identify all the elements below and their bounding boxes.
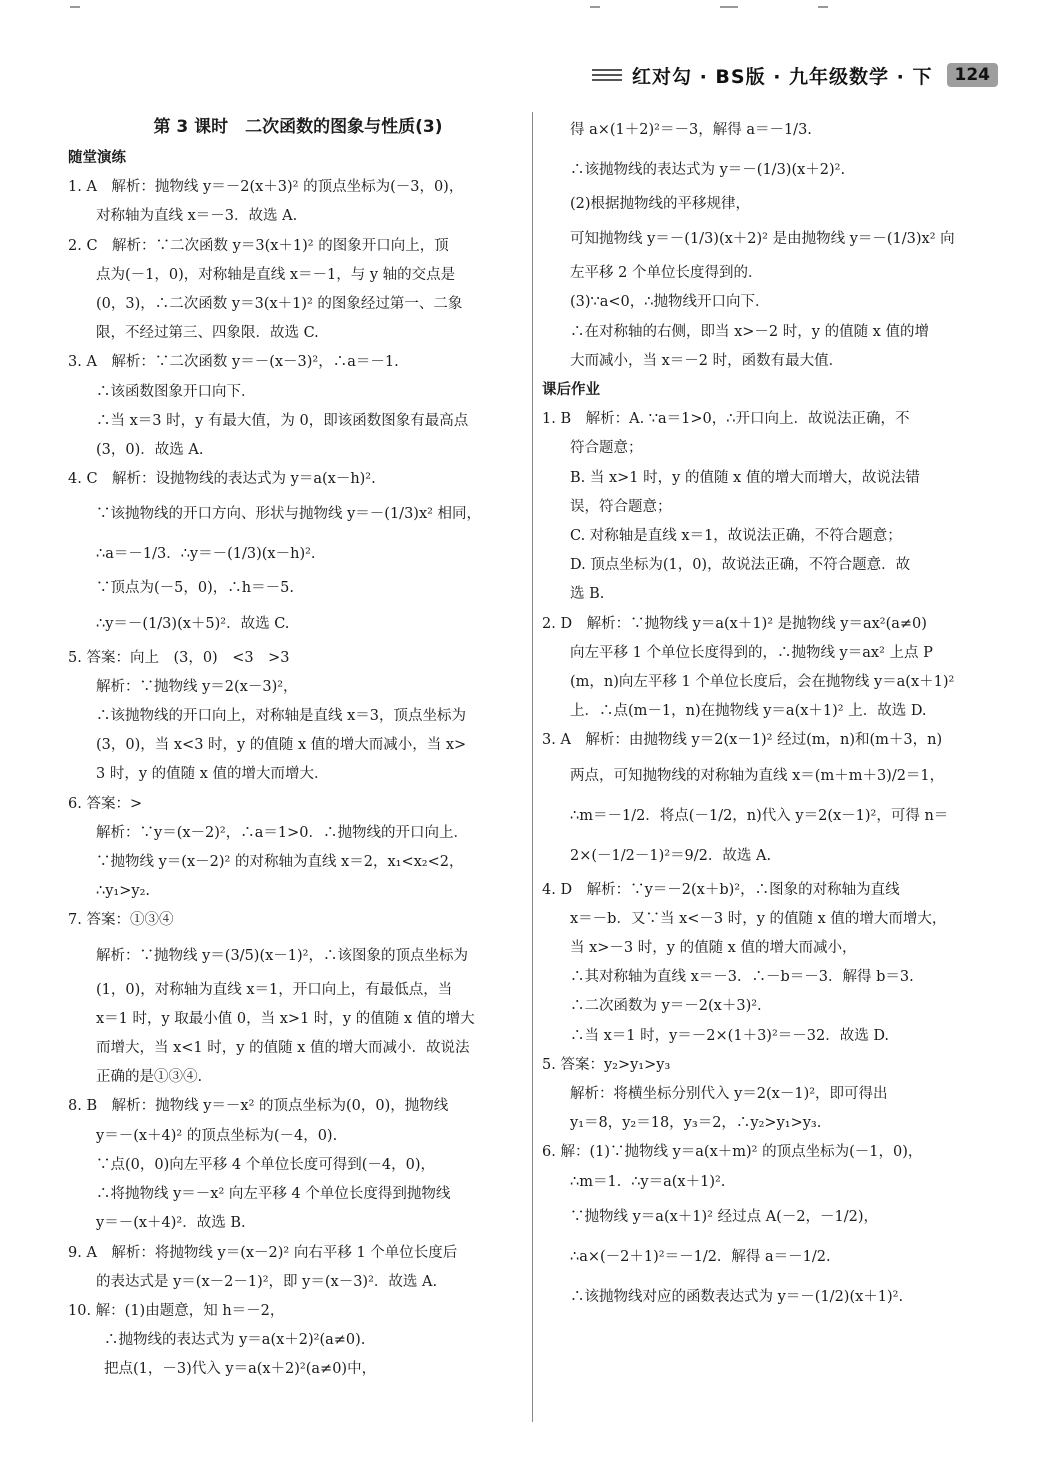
answer-line: 正确的是①③④. bbox=[96, 1069, 203, 1086]
answer-line: 选 B. bbox=[570, 586, 605, 603]
answer-line: ∴二次函数为 y＝－2(x＋3)². bbox=[570, 998, 762, 1015]
header-decoration-icon bbox=[592, 66, 622, 84]
answer-line: ∴当 x＝1 时，y＝－2×(1＋3)²＝－32．故选 D. bbox=[570, 1027, 890, 1044]
answer-line: 1. B 解析：A. ∵a＝1>0，∴开口向上．故说法正确，不 bbox=[542, 411, 910, 428]
answer-line: 8. B 解析：抛物线 y＝－x² 的顶点坐标为(0，0)，抛物线 bbox=[68, 1098, 449, 1115]
answer-line: (2)根据抛物线的平移规律， bbox=[570, 196, 751, 212]
answer-line: 6. 答案：> bbox=[68, 795, 143, 812]
answer-line: 6. 解：(1)∵抛物线 y＝a(x＋m)² 的顶点坐标为(－1，0)， bbox=[542, 1144, 923, 1161]
answer-line: 限，不经过第三、四象限．故选 C. bbox=[96, 325, 319, 342]
answer-line: (m，n)向左平移 1 个单位长度后，会在抛物线 y＝a(x＋1)² bbox=[570, 674, 955, 691]
answer-line: ∴m＝－1/2．将点(－1/2，n)代入 y＝2(x－1)²，可得 n＝ bbox=[570, 807, 949, 824]
section-heading: 课后作业 bbox=[542, 382, 600, 399]
page-header bbox=[592, 62, 998, 88]
answer-line: (3，0)，当 x<3 时，y 的值随 x 值的增大而减小，当 x> bbox=[96, 737, 467, 754]
answer-line: 9. A 解析：将抛物线 y＝(x－2)² 向右平移 1 个单位长度后 bbox=[68, 1244, 458, 1261]
answer-line: (3)∵a<0，∴抛物线开口向下． bbox=[570, 294, 770, 311]
answer-line: 而增大，当 x<1 时，y 的值随 x 值的增大而减小．故说法 bbox=[96, 1040, 470, 1057]
left-column bbox=[68, 110, 508, 1385]
answer-line: 2. C 解析：∵二次函数 y＝3(x＋1)² 的图象开口向上，顶 bbox=[68, 237, 449, 254]
answer-line: 大而减小，当 x＝－2 时，函数有最大值． bbox=[570, 352, 844, 369]
column-divider bbox=[532, 112, 533, 1422]
answer-line: ∴a×(－2＋1)²＝－1/2．解得 a＝－1/2. bbox=[570, 1248, 831, 1265]
answer-line: ∴a＝－1/3．∴y＝－(1/3)(x－h)². bbox=[96, 546, 316, 563]
answer-line: 7. 答案：①③④ bbox=[68, 912, 174, 929]
answer-line: ∵抛物线 y＝a(x＋1)² 经过点 A(－2，－1/2)， bbox=[570, 1208, 879, 1225]
answer-line: 当 x>－3 时，y 的值随 x 值的增大而减小， bbox=[570, 940, 857, 957]
answer-line: ∴当 x＝3 时，y 有最大值，为 0，即该函数图象有最高点 bbox=[96, 412, 469, 429]
answer-line: ∴y＝－(1/3)(x＋5)²．故选 C. bbox=[96, 615, 290, 632]
answer-line: ∴该抛物线对应的函数表达式为 y＝－(1/2)(x＋1)². bbox=[570, 1288, 904, 1305]
answer-line: 向左平移 1 个单位长度得到的，∴抛物线 y＝ax² 上点 P bbox=[570, 644, 933, 661]
answer-line: y＝－(x＋4)² 的顶点坐标为(－4，0). bbox=[96, 1127, 338, 1144]
answer-line: ∴y₁>y₂. bbox=[96, 883, 150, 900]
right-answer-lines bbox=[542, 110, 982, 1317]
answer-line: 点为(－1，0)，对称轴是直线 x＝－1，与 y 轴的交点是 bbox=[96, 266, 456, 283]
answer-line: x＝－b．又∵当 x<－3 时，y 的值随 x 值的增大而增大， bbox=[570, 910, 947, 927]
answer-line: 10. 解：(1)由题意，知 h＝－2， bbox=[68, 1302, 285, 1319]
answer-line: 符合题意； bbox=[570, 440, 643, 457]
answer-line: 4. C 解析：设抛物线的表达式为 y＝a(x－h)². bbox=[68, 471, 376, 488]
answer-line: ∴将抛物线 y＝－x² 向左平移 4 个单位长度得到抛物线 bbox=[96, 1186, 451, 1203]
answer-line: B. 当 x>1 时，y 的值随 x 值的增大而增大，故说法错 bbox=[570, 469, 920, 486]
answer-line: (3，0)．故选 A. bbox=[96, 442, 204, 459]
answer-line: C. 对称轴是直线 x＝1，故说法正确，不符合题意； bbox=[570, 528, 902, 545]
answer-line: 5. 答案：向上 (3，0) <3 >3 bbox=[68, 649, 290, 666]
answer-line: 得 a×(1＋2)²＝－3，解得 a＝－1/3. bbox=[570, 122, 812, 138]
answer-line: 2×(－1/2－1)²＝9/2．故选 A. bbox=[570, 847, 772, 864]
answer-line: 两点，可知抛物线的对称轴为直线 x＝(m＋m＋3)/2＝1， bbox=[570, 767, 945, 784]
answer-line: y＝－(x＋4)²．故选 B. bbox=[96, 1215, 246, 1232]
answer-line: ∵顶点为(－5，0)，∴h＝－5. bbox=[96, 580, 294, 597]
answer-line: 1. A 解析：抛物线 y＝－2(x＋3)² 的顶点坐标为(－3，0)， bbox=[68, 179, 464, 196]
answer-line: 2. D 解析：∵抛物线 y＝a(x＋1)² 是抛物线 y＝ax²(a≠0) bbox=[542, 615, 927, 632]
answer-line: 解析：将横坐标分别代入 y＝2(x－1)²，即可得出 bbox=[570, 1086, 888, 1103]
answer-line: (0，3)，∴二次函数 y＝3(x＋1)² 的图象经过第一、二象 bbox=[96, 296, 463, 313]
page-number: 124 bbox=[947, 63, 999, 87]
answer-line: 3 时，y 的值随 x 值的增大而增大． bbox=[96, 766, 329, 783]
answer-line: ∵该抛物线的开口方向、形状与抛物线 y＝－(1/3)x² 相同， bbox=[96, 506, 482, 523]
answer-line: ∴其对称轴为直线 x＝－3．∴－b＝－3．解得 b＝3. bbox=[570, 969, 914, 986]
answer-line: ∵抛物线 y＝(x－2)² 的对称轴为直线 x＝2，x₁<x₂<2， bbox=[96, 854, 464, 871]
answer-line: 3. A 解析：∵二次函数 y＝－(x－3)²，∴a＝－1. bbox=[68, 354, 399, 371]
answer-line: 解析：∵抛物线 y＝2(x－3)²， bbox=[96, 678, 298, 695]
answer-line: ∴在对称轴的右侧，即当 x>－2 时，y 的值随 x 值的增 bbox=[570, 323, 929, 340]
answer-line: 4. D 解析：∵y＝－2(x＋b)²，∴图象的对称轴为直线 bbox=[542, 881, 900, 898]
left-answer-lines bbox=[68, 144, 508, 1385]
answer-line: ∵点(0，0)向左平移 4 个单位长度可得到(－4，0)， bbox=[96, 1156, 435, 1173]
answer-line: 3. A 解析：由抛物线 y＝2(x－1)² 经过(m，n)和(m＋3，n) bbox=[542, 732, 943, 749]
answer-line: (1，0)，对称轴为直线 x＝1，开口向上，有最低点，当 bbox=[96, 981, 453, 998]
answer-line: 的表达式是 y＝(x－2－1)²，即 y＝(x－3)²．故选 A. bbox=[96, 1273, 438, 1290]
answer-line: ∴该抛物线的开口向上，对称轴是直线 x＝3，顶点坐标为 bbox=[96, 708, 467, 725]
answer-line: 把点(1，－3)代入 y＝a(x＋2)²(a≠0)中， bbox=[104, 1361, 377, 1378]
answer-line: D. 顶点坐标为(1，0)，故说法正确，不符合题意．故 bbox=[570, 557, 911, 574]
right-column bbox=[542, 110, 982, 1317]
answer-line: y₁＝8，y₂＝18，y₃＝2，∴y₂>y₁>y₃. bbox=[570, 1115, 822, 1132]
answer-line: 可知抛物线 y＝－(1/3)(x＋2)² 是由抛物线 y＝－(1/3)x² 向 bbox=[570, 231, 955, 248]
answer-line: 误，符合题意； bbox=[570, 498, 672, 515]
answer-line: 解析：∵抛物线 y＝(3/5)(x－1)²，∴该图象的顶点坐标为 bbox=[96, 947, 468, 964]
answer-line: ∴该抛物线的表达式为 y＝－(1/3)(x＋2)². bbox=[570, 162, 846, 178]
book-title: 红对勾 · BS版 · 九年级数学 · 下 bbox=[631, 65, 933, 88]
lesson-title: 第 3 课时 二次函数的图象与性质(3) bbox=[153, 117, 443, 137]
answer-line: 5. 答案：y₂>y₁>y₃ bbox=[542, 1056, 671, 1073]
answer-line: x＝1 时，y 取最小值 0，当 x>1 时，y 的值随 x 值的增大 bbox=[96, 1010, 475, 1027]
answer-line: ∴抛物线的表达式为 y＝a(x＋2)²(a≠0). bbox=[104, 1332, 366, 1349]
answer-line: 对称轴为直线 x＝－3．故选 A. bbox=[96, 208, 298, 225]
answer-line: 解析：∵y＝(x－2)²，∴a＝1>0．∴抛物线的开口向上． bbox=[96, 824, 468, 841]
section-heading: 随堂演练 bbox=[68, 150, 126, 166]
answer-line: ∴该函数图象开口向下． bbox=[96, 383, 256, 400]
answer-line: 左平移 2 个单位长度得到的． bbox=[570, 265, 763, 282]
answer-line: ∴m＝1．∴y＝a(x＋1)². bbox=[570, 1173, 726, 1190]
answer-line: 上．∴点(m－1，n)在抛物线 y＝a(x＋1)² 上．故选 D. bbox=[570, 703, 927, 720]
